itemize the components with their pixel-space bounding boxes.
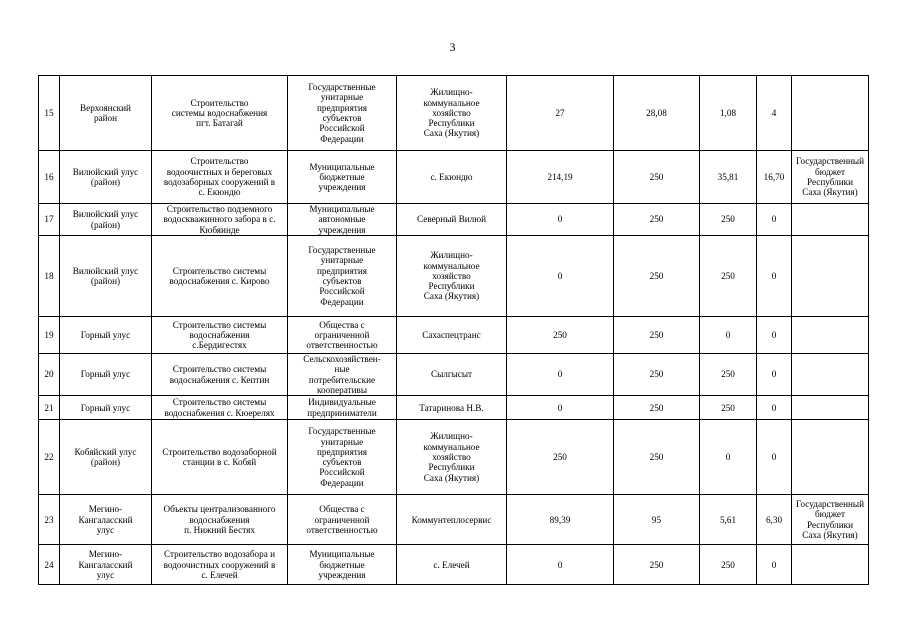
page-number: 3 [449,40,456,54]
value-cell-2: 250 [614,354,700,396]
value-cell-1: 0 [507,545,614,585]
organization-cell: Жилищно- коммунальное хозяйство Республики Саха (Якутия) [397,420,507,495]
funding-source-cell [792,76,869,151]
org-type-cell: Государственные унитарные предприятия субъектов Российской Федерации [288,420,397,495]
row-number: 15 [39,76,60,151]
org-type-cell: Муниципальные автономные учреждения [288,204,397,236]
value-cell-3: 5,61 [700,495,757,545]
table-row [39,545,869,585]
district-cell: Мегино- Кангаласский улус [60,545,152,585]
funding-source-cell [792,396,869,420]
row-number: 24 [39,545,60,585]
table-row [39,151,869,204]
row-number: 17 [39,204,60,236]
value-cell-3: 250 [700,354,757,396]
value-cell-2: 28,08 [614,76,700,151]
value-cell-1: 250 [507,420,614,495]
value-cell-4: 0 [757,317,792,354]
row-number: 23 [39,495,60,545]
value-cell-2: 250 [614,545,700,585]
table-row [39,204,869,236]
value-cell-4: 0 [757,396,792,420]
value-cell-1: 0 [507,354,614,396]
org-type-cell: Индивидуальные предприниматели [288,396,397,420]
value-cell-3: 250 [700,204,757,236]
value-cell-4: 6,30 [757,495,792,545]
row-number: 20 [39,354,60,396]
organization-cell: Коммунтеплосервис [397,495,507,545]
funding-source-cell [792,354,869,396]
organization-cell: Татаринова Н.В. [397,396,507,420]
table-body [39,76,869,585]
value-cell-1: 214,19 [507,151,614,204]
table-row [39,420,869,495]
value-cell-4: 16,70 [757,151,792,204]
district-cell: Горный улус [60,396,152,420]
value-cell-3: 1,08 [700,76,757,151]
row-number: 19 [39,317,60,354]
value-cell-1: 27 [507,76,614,151]
organization-cell: Сылгысыт [397,354,507,396]
district-cell: Кобяйский улус (район) [60,420,152,495]
row-number: 18 [39,236,60,317]
table-row [39,396,869,420]
value-cell-2: 250 [614,420,700,495]
organization-cell: Жилищно- коммунальное хозяйство Республики Саха (Якутия) [397,236,507,317]
value-cell-2: 250 [614,236,700,317]
value-cell-4: 0 [757,236,792,317]
funding-source-cell: Государственный бюджет Республики Саха (Якутия) [792,151,869,204]
value-cell-3: 35,81 [700,151,757,204]
org-type-cell: Муниципальные бюджетные учреждения [288,545,397,585]
table-row [39,236,869,317]
object-cell: Строительство системы водоснабжения с. Кептин [152,354,288,396]
value-cell-2: 250 [614,317,700,354]
funding-source-cell [792,236,869,317]
object-cell: Строительство водозаборной станции в с. Кобяй [152,420,288,495]
district-cell: Мегино- Кангаласский улус [60,495,152,545]
row-number: 21 [39,396,60,420]
funding-source-cell: Государственный бюджет Республики Саха (Якутия) [792,495,869,545]
value-cell-2: 250 [614,151,700,204]
value-cell-3: 250 [700,396,757,420]
value-cell-4: 0 [757,545,792,585]
object-cell: Объекты централизованного водоснабжения п. Нижний Бестях [152,495,288,545]
table-row [39,76,869,151]
district-cell: Горный улус [60,317,152,354]
organization-cell: с. Екюндю [397,151,507,204]
value-cell-3: 250 [700,545,757,585]
district-cell: Верхоянский район [60,76,152,151]
object-cell: Строительство водозабора и водоочистных сооружений в с. Елечей [152,545,288,585]
data-table [38,75,869,585]
value-cell-3: 0 [700,317,757,354]
org-type-cell: Сельскохозяйствен- ные потребительские кооперативы [288,354,397,396]
table-row [39,495,869,545]
value-cell-1: 0 [507,204,614,236]
row-number: 22 [39,420,60,495]
value-cell-1: 0 [507,396,614,420]
organization-cell: Жилищно- коммунальное хозяйство Республики Саха (Якутия) [397,76,507,151]
org-type-cell: Государственные унитарные предприятия субъектов Российской Федерации [288,236,397,317]
value-cell-1: 0 [507,236,614,317]
org-type-cell: Государственные унитарные предприятия субъектов Российской Федерации [288,76,397,151]
value-cell-1: 250 [507,317,614,354]
object-cell: Строительство водоочистных и береговых водозаборных сооружений в с. Екюндю [152,151,288,204]
org-type-cell: Общества с ограниченной ответственностью [288,495,397,545]
funding-source-cell [792,204,869,236]
table-row [39,354,869,396]
organization-cell: Сахаспецтранс [397,317,507,354]
value-cell-3: 250 [700,236,757,317]
row-number: 16 [39,151,60,204]
organization-cell: с. Елечей [397,545,507,585]
value-cell-2: 250 [614,204,700,236]
value-cell-2: 95 [614,495,700,545]
org-type-cell: Муниципальные бюджетные учреждения [288,151,397,204]
object-cell: Строительство системы водоснабжения с. Кюерелях [152,396,288,420]
value-cell-3: 0 [700,420,757,495]
value-cell-4: 0 [757,204,792,236]
value-cell-4: 0 [757,354,792,396]
district-cell: Вилюйский улус (район) [60,236,152,317]
object-cell: Строительство системы водоснабжения с. Кирово [152,236,288,317]
funding-source-cell [792,545,869,585]
table-row [39,317,869,354]
value-cell-4: 4 [757,76,792,151]
value-cell-4: 0 [757,420,792,495]
funding-source-cell [792,420,869,495]
value-cell-2: 250 [614,396,700,420]
object-cell: Строительство системы водоснабжения пгт. Батагай [152,76,288,151]
object-cell: Строительство подземного водоскважинного забора в с. Кюбяинде [152,204,288,236]
object-cell: Строительство системы водоснабжения с.Бердигестях [152,317,288,354]
org-type-cell: Общества с ограниченной ответственностью [288,317,397,354]
district-cell: Горный улус [60,354,152,396]
organization-cell: Северный Вилюй [397,204,507,236]
funding-source-cell [792,317,869,354]
value-cell-1: 89,39 [507,495,614,545]
district-cell: Вилюйский улус (район) [60,151,152,204]
district-cell: Вилюйский улус (район) [60,204,152,236]
